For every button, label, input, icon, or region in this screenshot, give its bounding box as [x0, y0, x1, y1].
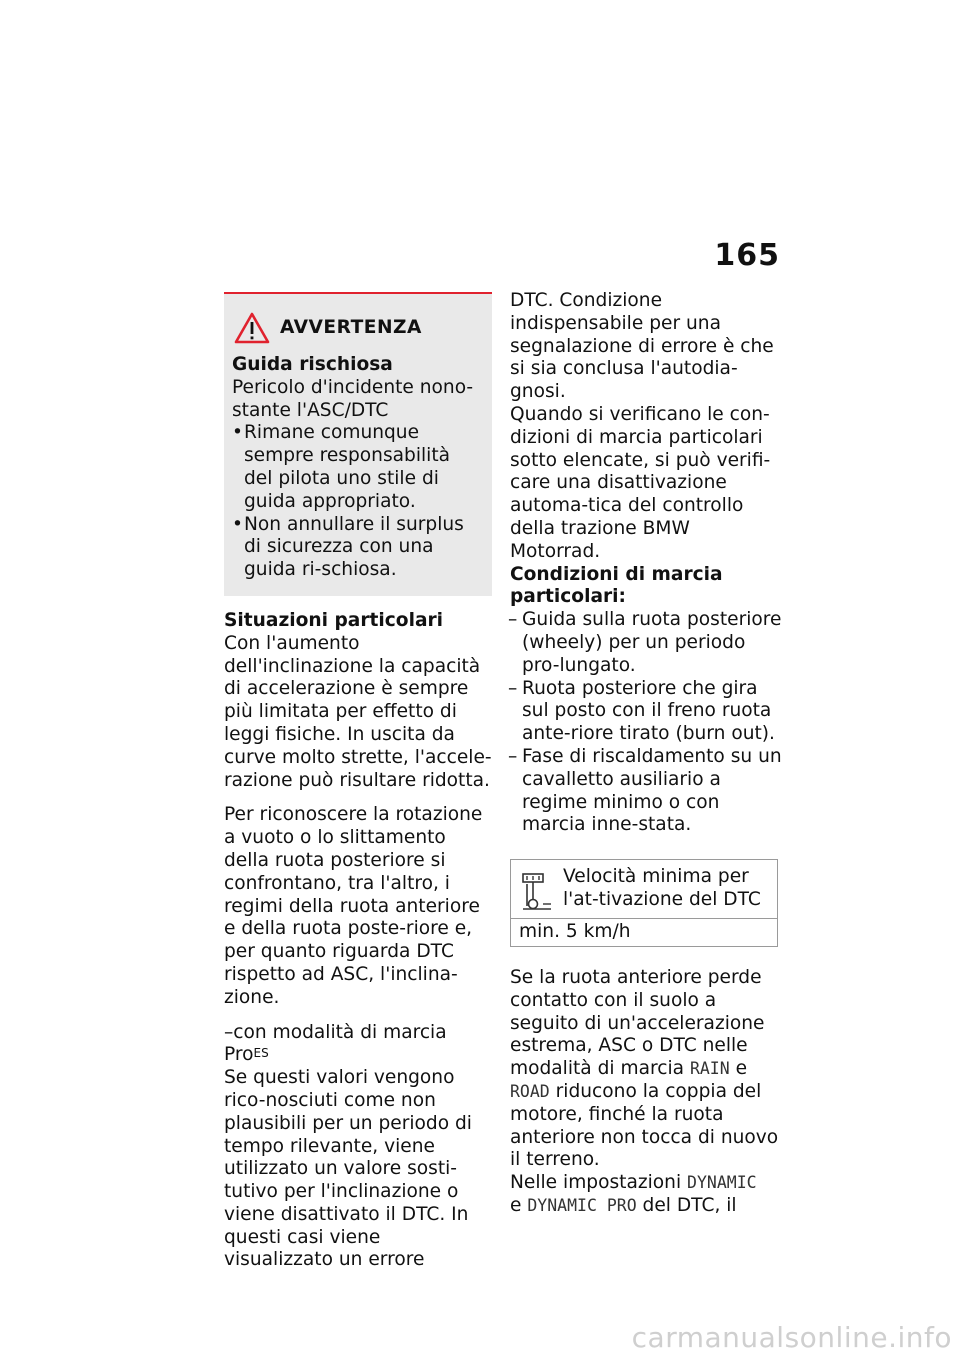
- paragraph: DTC. Condizione indispensabile per una segnalazione di errore è che si sia conclusa l'autodia-gnosi.: [510, 290, 774, 403]
- paragraph: Se questi valori vengono rico-nosciuti come non plausibili per un periodo di tempo rilevante, viene utilizzato un valore sosti-tutivo per l'inclinazione o viene disattivato il DTC. In questi casi viene visualizzato un errore: [224, 1067, 472, 1271]
- text-run: Se la ruota anteriore perde contatto con il suolo a seguito di un'accelerazione estrema, ASC o DTC nelle modalità di marcia: [510, 966, 765, 1080]
- mode-road: ROAD: [510, 1081, 550, 1101]
- text-run: e: [510, 1194, 528, 1216]
- warning-lead: Pericolo d'incidente nono-stante l'ASC/DTC: [232, 376, 474, 421]
- text-run: Nelle impostazioni: [510, 1172, 688, 1194]
- warning-box: [224, 292, 492, 596]
- spec-box: [510, 859, 778, 947]
- text-run: riducono la coppia del motore, finché la ruota anteriore non tocca di nuovo il terreno.: [510, 1080, 779, 1171]
- warning-label: AVVERTENZA: [280, 316, 422, 338]
- list-item: – Ruota posteriore che gira sul posto con il freno ruota ante-riore tirato (burn out).: [510, 678, 782, 746]
- paragraph: Con l'aumento dell'inclinazione la capacità di accelerazione è sempre più limitata per effetto di leggi fisiche. In uscita da curve molto strette, l'accele-razione può risultare ridotta.: [224, 632, 492, 791]
- right-column: [510, 290, 782, 1218]
- warning-title: Guida rischiosa: [232, 354, 393, 375]
- paragraph: [510, 967, 782, 1172]
- warning-bullets: [232, 422, 484, 582]
- watermark: carmanualsonline.info: [631, 1321, 952, 1354]
- paragraph: Quando si verificano le con-dizioni di marcia particolari sotto elencate, si può verifi-care una disattivazione automa-tica del controllo della trazione BMW Motorrad.: [510, 403, 771, 562]
- warning-triangle-icon: [234, 312, 270, 344]
- warning-header: [232, 312, 484, 344]
- spec-label: Velocità minima per l'at-tivazione del DTC: [563, 866, 761, 910]
- conditions-heading: Condizioni di marcia particolari:: [510, 563, 723, 608]
- spec-header: [511, 860, 777, 919]
- mode-condition-text: con modalità di marcia Pro: [224, 1021, 447, 1066]
- list-item: – Guida sulla ruota posteriore (wheely) per un periodo pro-lungato.: [510, 609, 782, 677]
- warning-bullet: • Rimane comunque sempre responsabilità del pilota uno stile di guida appropriato.: [232, 422, 484, 513]
- paragraph: Per riconoscere la rotazione a vuoto o lo slittamento della ruota posteriore si confrontano, tra l'altro, i regimi della ruota anteriore e della ruota poste-riore e, per quanto riguarda DTC rispetto ad ASC, l'inclina-zione.: [224, 804, 483, 1008]
- warning-bullet: • Non annullare il surplus di sicurezza con una guida ri-schiosa.: [232, 514, 484, 582]
- text-run: del DTC, il: [636, 1194, 737, 1216]
- page-number: 165: [714, 238, 780, 273]
- text-run: e: [729, 1058, 748, 1080]
- paragraph: [510, 1172, 782, 1218]
- list-item: – Fase di riscaldamento su un cavalletto ausiliario a regime minimo o con marcia inne-stata.: [510, 746, 782, 837]
- mode-dynamic: DYNAMIC: [687, 1173, 757, 1193]
- speedometer-spec-icon: [521, 872, 553, 912]
- mode-rain: RAIN: [689, 1059, 730, 1079]
- mode-superscript: ES: [253, 1046, 269, 1061]
- mode-dynamic-pro: DYNAMIC PRO: [527, 1195, 637, 1215]
- spec-value: min. 5 km/h: [519, 921, 631, 943]
- left-column: [224, 292, 492, 1272]
- mode-condition-line: [224, 1022, 492, 1068]
- conditions-list: [510, 609, 782, 837]
- section-heading: Situazioni particolari: [224, 609, 444, 631]
